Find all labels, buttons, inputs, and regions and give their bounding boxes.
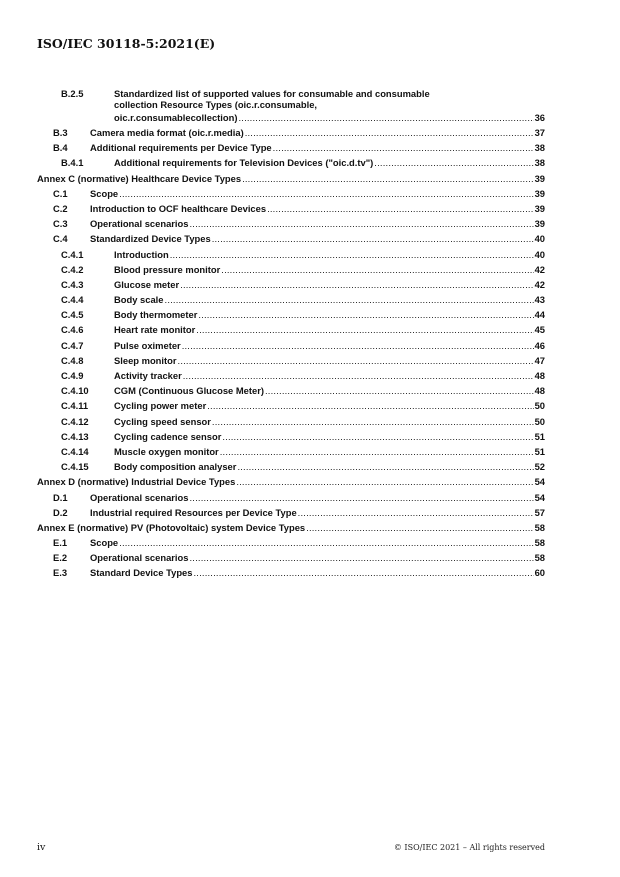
toc-entry-title: Body composition analyser <box>114 461 237 473</box>
toc-leader-dots <box>119 535 533 550</box>
toc-leader-dots <box>222 429 533 444</box>
toc-entry[interactable] <box>37 338 545 353</box>
toc-entry-number: C.4.6 <box>61 324 84 336</box>
toc-entry[interactable] <box>37 520 545 535</box>
toc-page-number: 47 <box>534 354 545 366</box>
toc-entry-number: C.4.7 <box>61 339 84 351</box>
toc-leader-dots <box>236 474 533 489</box>
toc-page-number: 42 <box>534 278 545 290</box>
toc-leader-dots <box>189 550 533 565</box>
toc-page-number: 51 <box>534 445 545 457</box>
toc-page-number: 40 <box>534 233 545 245</box>
toc-leader-dots <box>193 565 533 580</box>
toc-entry-title: Activity tracker <box>114 370 182 381</box>
toc-entry-title: Sleep monitor <box>114 354 177 366</box>
toc-entry-number: C.4.1 <box>61 248 84 260</box>
toc-leader-dots <box>170 247 534 262</box>
toc-entry[interactable] <box>37 247 545 262</box>
toc-leader-dots <box>238 110 533 125</box>
toc-entry-title: CGM (Continuous Glucose Meter) <box>114 385 264 397</box>
toc-page-number: 50 <box>534 400 545 412</box>
toc-page-number: 39 <box>534 187 545 199</box>
toc-entry-title: Standard Device Types <box>90 567 193 579</box>
toc-entry-title: Cycling power meter <box>114 400 207 412</box>
toc-leader-dots <box>273 140 534 155</box>
toc-entry[interactable] <box>37 322 545 337</box>
toc-leader-dots <box>212 414 534 429</box>
table-of-contents <box>37 88 545 581</box>
toc-entry-title: oic.r.consumablecollection) <box>114 112 238 123</box>
toc-entry-number: C.3 <box>53 218 68 230</box>
toc-leader-dots <box>207 398 533 413</box>
toc-entry-number: C.4.14 <box>61 445 89 457</box>
toc-page-number: 50 <box>534 415 545 427</box>
toc-entry-number: E.1 <box>53 537 68 549</box>
document-header-title: ISO/IEC 30118-5:2021(E) <box>37 36 216 51</box>
toc-entry-number: B.3 <box>53 127 68 138</box>
toc-leader-dots <box>183 368 534 383</box>
toc-entry[interactable] <box>37 231 545 246</box>
toc-entry[interactable] <box>37 307 545 322</box>
toc-entry-number: D.2 <box>53 506 68 518</box>
toc-leader-dots <box>267 201 533 216</box>
toc-entry-title: Cycling cadence sensor <box>114 430 222 442</box>
toc-entry-title: Annex C (normative) Healthcare Device Types <box>37 172 242 184</box>
toc-page-number: 52 <box>534 461 545 473</box>
toc-page-number: 60 <box>534 567 545 579</box>
toc-page-number: 58 <box>534 521 545 533</box>
toc-page-number: 58 <box>534 537 545 549</box>
toc-entry-title: Standardized list of supported values for consumable and consumable <box>114 88 430 99</box>
toc-entry[interactable] <box>37 368 545 383</box>
toc-entry-title: Operational scenarios <box>90 491 189 503</box>
toc-page-number: 57 <box>534 506 545 518</box>
toc-leader-dots <box>265 383 534 398</box>
toc-page-number: 39 <box>534 218 545 230</box>
toc-page-number: 58 <box>534 552 545 564</box>
toc-page-number: 51 <box>534 430 545 442</box>
toc-entry-title: Body thermometer <box>114 309 198 321</box>
toc-entry-title: Introduction to OCF healthcare Devices <box>90 202 267 214</box>
toc-page-number: 54 <box>534 476 545 488</box>
toc-entry-title: Heart rate monitor <box>114 324 196 336</box>
toc-entry-title: Annex D (normative) Industrial Device Types <box>37 476 236 488</box>
toc-leader-dots <box>119 186 533 201</box>
toc-page-number: 36 <box>534 112 545 123</box>
toc-page-number: 54 <box>534 491 545 503</box>
toc-leader-dots <box>178 353 534 368</box>
toc-entry-title: Scope <box>90 537 119 549</box>
toc-entry[interactable] <box>37 505 545 520</box>
toc-entry-title: Pulse oximeter <box>114 339 181 351</box>
toc-entry-title: Cycling speed sensor <box>114 415 211 427</box>
toc-entry-number: C.4.12 <box>61 415 89 427</box>
toc-leader-dots <box>237 459 533 474</box>
toc-entry-title: Industrial required Resources per Device Type <box>90 506 297 518</box>
toc-page-number: 42 <box>534 263 545 275</box>
toc-entry-title: Camera media format (oic.r.media) <box>90 127 244 138</box>
toc-entry-title: Muscle oxygen monitor <box>114 445 219 457</box>
toc-entry-title: Body scale <box>114 294 164 306</box>
toc-entry[interactable] <box>37 565 545 580</box>
toc-entry-title: Additional requirements for Television Devices ("oic.d.tv") <box>114 157 374 169</box>
toc-leader-dots <box>220 444 534 459</box>
toc-entry-number: C.4.5 <box>61 309 84 321</box>
toc-entry[interactable] <box>37 292 545 307</box>
toc-entry-number: C.4.9 <box>61 370 84 381</box>
toc-entry-title: Operational scenarios <box>90 218 189 230</box>
toc-entry[interactable] <box>37 535 545 550</box>
toc-page-number: 48 <box>534 370 545 381</box>
toc-page-number: 46 <box>534 339 545 351</box>
toc-entry[interactable] <box>37 125 545 140</box>
toc-page-number: 39 <box>534 202 545 214</box>
toc-entry[interactable] <box>37 88 545 125</box>
toc-entry[interactable] <box>37 550 545 565</box>
toc-leader-dots <box>212 231 534 246</box>
toc-entry[interactable] <box>37 414 545 429</box>
toc-entry-number: C.4.3 <box>61 278 84 290</box>
toc-entry-title: Blood pressure monitor <box>114 263 221 275</box>
toc-page-number: 48 <box>534 385 545 397</box>
toc-entry-title: Operational scenarios <box>90 552 189 564</box>
toc-entry[interactable] <box>37 353 545 368</box>
toc-entry-number: C.4.15 <box>61 461 89 473</box>
toc-entry[interactable] <box>37 277 545 292</box>
toc-leader-dots <box>306 520 533 535</box>
toc-entry[interactable] <box>37 383 545 398</box>
toc-entry-number: C.4.10 <box>61 385 89 397</box>
toc-entry-title: Standardized Device Types <box>90 233 211 245</box>
toc-entry[interactable] <box>37 474 545 489</box>
toc-entry-number: B.2.5 <box>61 88 84 99</box>
toc-entry-number: C.4.4 <box>61 294 84 306</box>
toc-leader-dots <box>221 262 533 277</box>
toc-entry-number: D.1 <box>53 491 68 503</box>
toc-entry-number: C.4.8 <box>61 354 84 366</box>
toc-entry-number: B.4 <box>53 142 68 154</box>
toc-entry-title: Glucose meter <box>114 278 180 290</box>
toc-entry[interactable] <box>37 262 545 277</box>
toc-entry-number: B.4.1 <box>61 157 84 169</box>
toc-entry-number: C.4.11 <box>61 400 89 412</box>
toc-entry[interactable] <box>37 398 545 413</box>
toc-entry[interactable] <box>37 490 545 505</box>
toc-entry-title: Introduction <box>114 248 169 260</box>
toc-leader-dots <box>196 322 533 337</box>
toc-entry[interactable] <box>37 201 545 216</box>
toc-page-number: 40 <box>534 248 545 260</box>
toc-leader-dots <box>298 505 534 520</box>
toc-leader-dots <box>180 277 533 292</box>
toc-leader-dots <box>245 125 534 140</box>
toc-entry[interactable] <box>37 429 545 444</box>
toc-leader-dots <box>242 171 533 186</box>
toc-entry[interactable] <box>37 444 545 459</box>
toc-entry[interactable] <box>37 155 545 170</box>
toc-entry-number: E.3 <box>53 567 68 579</box>
toc-entry[interactable] <box>37 216 545 231</box>
toc-leader-dots <box>198 307 533 322</box>
toc-page-number: 39 <box>534 172 545 184</box>
toc-entry-title: collection Resource Types (oic.r.consumable, <box>114 99 318 110</box>
toc-leader-dots <box>374 155 533 170</box>
toc-leader-dots <box>182 338 534 353</box>
toc-leader-dots <box>189 216 533 231</box>
toc-entry[interactable] <box>37 186 545 201</box>
toc-entry-number: E.2 <box>53 552 68 564</box>
toc-entry[interactable] <box>37 140 545 155</box>
copyright-notice: © ISO/IEC 2021 – All rights reserved <box>393 843 545 852</box>
toc-leader-dots <box>189 490 533 505</box>
toc-entry-number: C.4.13 <box>61 430 89 442</box>
toc-page-number: 38 <box>534 142 545 154</box>
toc-page-number: 37 <box>534 127 545 138</box>
toc-entry-number: C.4 <box>53 233 68 245</box>
toc-entry-title: Annex E (normative) PV (Photovoltaic) system Device Types <box>37 521 306 533</box>
toc-entry-title: Scope <box>90 187 119 199</box>
toc-entry[interactable] <box>37 171 545 186</box>
page-number: iv <box>37 842 46 853</box>
toc-entry[interactable] <box>37 459 545 474</box>
toc-entry-title: Additional requirements per Device Type <box>90 142 272 154</box>
toc-page-number: 43 <box>534 294 545 306</box>
toc-page-number: 45 <box>534 324 545 336</box>
toc-entry-number: C.1 <box>53 187 68 199</box>
toc-leader-dots <box>165 292 534 307</box>
toc-entry-number: C.2 <box>53 202 68 214</box>
toc-page-number: 38 <box>534 157 545 169</box>
toc-page-number: 44 <box>534 309 545 321</box>
toc-entry-number: C.4.2 <box>61 263 84 275</box>
